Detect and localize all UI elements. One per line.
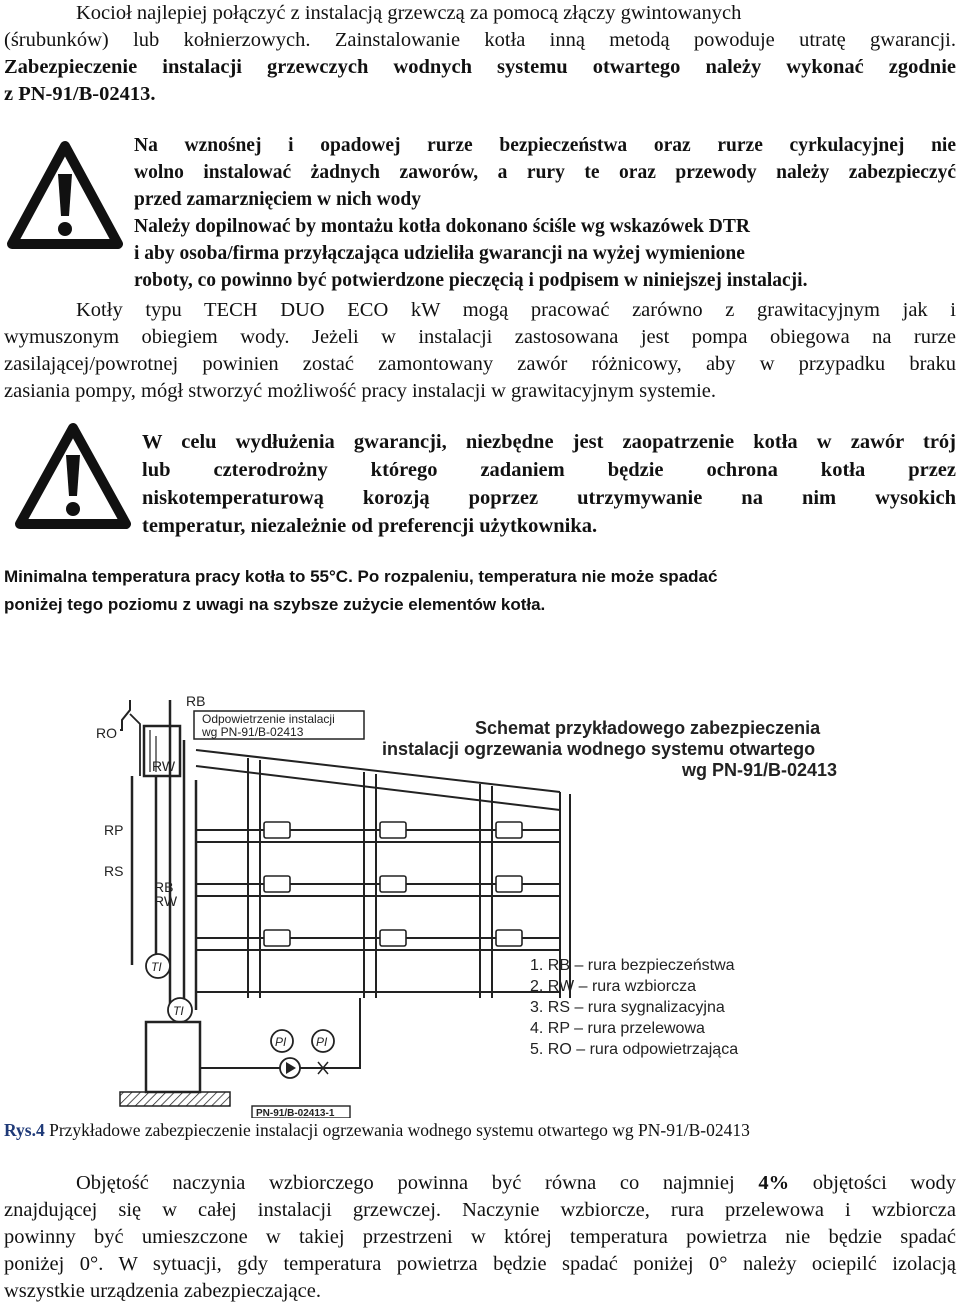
vessel-line: znajdującej się w całej instalacji grzewczej. Naczynie wzbiorcze, rura przelewowa i wzbiorcza: [4, 1199, 956, 1221]
ti-1-label: TI: [151, 960, 162, 974]
warning-1-line: roboty, co powinno być potwierdzone pieczęcią i podpisem w niniejszej instalacji.: [134, 270, 808, 291]
warning-1-line: i aby osoba/firma przyłączająca udzieliła gwarancji na wyżej wymienione: [134, 243, 745, 264]
ro-label: RO: [96, 725, 117, 741]
intro-paragraph: [4, 0, 956, 108]
diagram-title-line: wg PN-91/B-02413: [682, 760, 838, 780]
vessel-line: wszystkie urządzenia zabezpieczające.: [4, 1280, 321, 1302]
warning-triangle-icon: [6, 140, 124, 250]
rb-label: RB: [154, 879, 174, 895]
vessel-line: poniżej 0°. W sytuacji, gdy temperatura powietrza będzie spadać poniżej 0° należy ociepilć izolacją: [4, 1253, 956, 1275]
intro-line: (śrubunków) lub kołnierzowych. Zainstalowanie kotła inną metodą powoduje utratę gwarancji.: [4, 29, 956, 51]
legend-item: 1. RB – rura bezpieczeństwa: [530, 957, 735, 974]
figure-number: Rys.4: [4, 1120, 45, 1140]
standard-stamp: PN-91/B-02413-1: [256, 1108, 335, 1118]
rw-top-label: RW: [152, 758, 176, 774]
warning-2-line: W celu wydłużenia gwarancji, niezbędne jest zaopatrzenie kotła w zawór trój: [142, 431, 956, 453]
warning-2-text: [142, 428, 956, 540]
diagram-legend: [530, 957, 738, 1058]
boiler-line: zasilającej/powrotnej powinien zostać zamontowany zawór różnicowy, aby w przypadku braku: [4, 353, 956, 375]
intro-bold-line: z PN-91/B-02413.: [4, 83, 156, 105]
figure-caption-text: Przykładowe zabezpieczenie instalacji ogrzewania wodnego systemu otwartego wg PN-91/B-02413: [44, 1120, 750, 1140]
pi-2-label: PI: [316, 1035, 328, 1049]
vent-box-line: Odpowietrzenie instalacji: [202, 712, 335, 726]
boiler: [146, 1022, 200, 1092]
ti-2-label: TI: [173, 1004, 184, 1018]
warning-2-line: temperatur, niezależnie od preferencji użytkownika.: [142, 515, 598, 537]
vessel-line-end: objętości wody: [789, 1172, 956, 1194]
vessel-line: powinny być umieszczone w takiej przestrzeni w której temperatura powietrza nie będzie spadać: [4, 1226, 956, 1248]
legend-item: 4. RP – rura przelewowa: [530, 1020, 705, 1037]
min-temperature-note: [4, 563, 944, 619]
diagram-title-line: instalacji ogrzewania wodnego systemu otwartego: [382, 739, 816, 759]
warning-1-line: Na wznośnej i opadowej rurze bezpieczeństwa oraz rurze cyrkulacyjnej nie: [134, 135, 956, 156]
pi-1-label: PI: [275, 1035, 287, 1049]
warning-2-line: lub czterodrożny którego zadaniem będzie ochrona kotła przez: [142, 459, 956, 481]
boiler-line: wymuszonym obiegiem wody. Jeżeli w instalacji zastosowana jest pompa obiegowa na rurze: [4, 326, 956, 348]
vessel-line: [4, 1170, 956, 1197]
boiler-line: zasiania pompy, mógł stworzyć możliwość pracy instalacji w grawitacyjnym systemie.: [4, 380, 716, 402]
figure-caption: [4, 1118, 750, 1142]
intro-bold-line: Zabezpieczenie instalacji grzewczych wodnych systemu otwartego należy wykonać zgodnie: [4, 56, 956, 78]
boiler-line: Kotły typu TECH DUO ECO kW mogą pracować zarówno z grawitacyjnym jak i: [76, 299, 956, 321]
intro-line: Kocioł najlepiej połączyć z instalacją grzewczą za pomocą złączy gwintowanych: [76, 2, 742, 24]
vent-rb-label: RB: [186, 693, 206, 709]
vessel-percent: 4%: [758, 1172, 790, 1194]
warning-1-line: wolno instalować żadnych zaworów, a rury te oraz przewody należy zabezpieczyć: [134, 162, 956, 183]
expansion-vessel-paragraph: [4, 1170, 956, 1305]
legend-item: 5. RO – rura odpowietrzająca: [530, 1041, 739, 1058]
legend-item: 3. RS – rura sygnalizacyjna: [530, 999, 725, 1016]
legend-item: 2. RW – rura wzbiorcza: [530, 978, 696, 995]
min-temperature-line: Minimalna temperatura pracy kotła to 55°C. Po rozpaleniu, temperatura nie może spadać: [4, 567, 718, 586]
ro-pipe: [120, 700, 130, 730]
rw-label: RW: [154, 893, 178, 909]
diagram-title-line: Schemat przykładowego zabezpieczenia: [475, 718, 821, 738]
rp-label: RP: [104, 822, 124, 838]
boiler-foundation: [120, 1092, 230, 1106]
warning-1-line: Należy dopilnować by montażu kotła dokonano ściśle wg wskazówek DTR: [134, 216, 750, 237]
vent-box-line: wg PN-91/B-02413: [202, 725, 304, 739]
min-temperature-line: poniżej tego poziomu z uwagi na szybsze zużycie elementów kotła.: [4, 595, 546, 614]
safety-schematic-diagram: [60, 680, 860, 1118]
warning-1-line: przed zamarznięciem w nich wody: [134, 189, 422, 210]
warning-1-text: [134, 132, 956, 294]
rs-label: RS: [104, 863, 124, 879]
vessel-line-start: Objętość naczynia wzbiorczego powinna być równa co najmniej: [76, 1172, 759, 1194]
warning-triangle-icon: [14, 422, 132, 530]
warning-2-line: niskotemperaturową korozją poprzez utrzymywanie na nim wysokich: [142, 487, 956, 509]
boiler-paragraph: [4, 297, 956, 405]
